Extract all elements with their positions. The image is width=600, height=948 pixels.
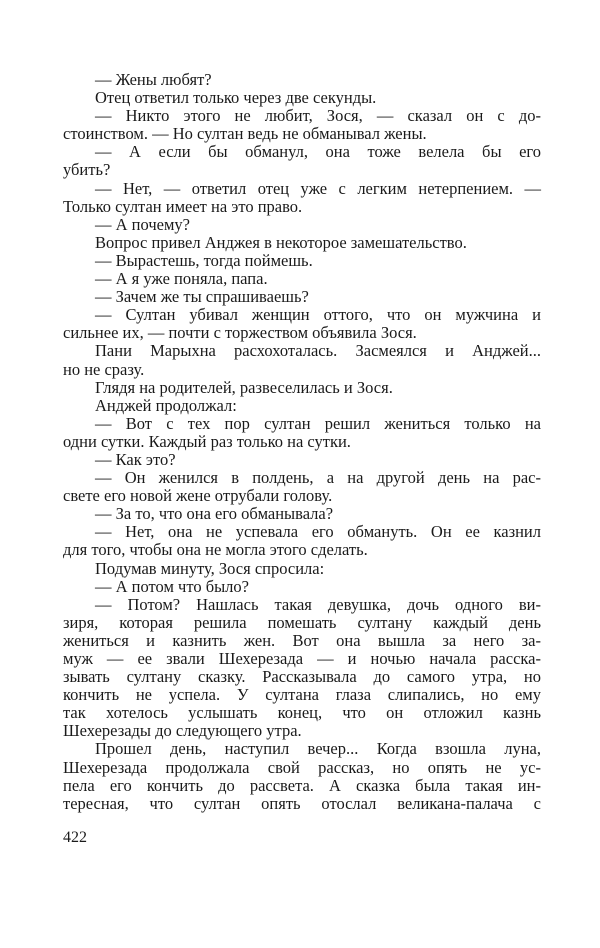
text-line: жениться и казнить жен. Вот она вышла за него за- bbox=[63, 630, 541, 650]
book-page-text bbox=[63, 71, 541, 813]
text-line: муж — ее звали Шехерезада — и ночью начала расска- bbox=[63, 649, 541, 668]
text-line: пела его кончить до рассвета. А сказка была такая ин- bbox=[63, 775, 541, 795]
text-line: — Никто этого не любит, Зося, — сказал он с до- bbox=[95, 106, 541, 126]
text-line: тересная, что султан опять отослал великана-палача с bbox=[63, 793, 541, 813]
text-line: — Он женился в полдень, а на другой день на рас- bbox=[95, 468, 541, 488]
text-line: — Потом? Нашлась такая девушка, дочь одного ви- bbox=[95, 594, 541, 614]
text-line: — Нет, — ответил отец уже с легким нетерпением. — bbox=[95, 178, 541, 198]
text-line: — А потом что было? bbox=[95, 576, 249, 596]
text-line: — Султан убивал женщин оттого, что он мужчина и bbox=[95, 305, 541, 325]
text-line: Вопрос привел Анджея в некоторое замешательство. bbox=[95, 232, 467, 252]
text-line: Шехерезада продолжала свой рассказ, но опять не ус- bbox=[63, 757, 541, 777]
text-line: но не сразу. bbox=[63, 359, 145, 379]
text-line: Отец ответил только через две секунды. bbox=[95, 88, 377, 108]
text-line: Глядя на родителей, развеселилась и Зося. bbox=[95, 377, 393, 397]
text-line: так хотелось услышать конец, что он отложил казнь bbox=[63, 703, 541, 723]
page-number: 422 bbox=[63, 829, 87, 846]
text-line: убить? bbox=[63, 160, 111, 180]
text-line: Прошел день, наступил вечер... Когда взошла луна, bbox=[95, 739, 541, 759]
text-line: Анджей продолжал: bbox=[95, 395, 237, 415]
text-line: — А если бы обманул, она тоже велела бы его bbox=[95, 142, 541, 162]
text-line: — Нет, она не успевала его обмануть. Он ее казнил bbox=[95, 522, 541, 542]
text-line: свете его новой жене отрубали голову. bbox=[63, 486, 333, 506]
text-line: — За то, что она его обманывала? bbox=[95, 504, 334, 524]
text-line: — Зачем же ты спрашиваешь? bbox=[95, 287, 309, 307]
text-line: — А я уже поняла, папа. bbox=[95, 269, 268, 289]
text-line: Пани Марыхна расхохоталась. Засмеялся и Анджей... bbox=[95, 341, 541, 361]
text-line: для того, чтобы она не могла этого сделать. bbox=[63, 540, 368, 560]
text-line: — Жены любят? bbox=[95, 70, 212, 89]
text-line: — Как это? bbox=[95, 449, 176, 469]
text-line: — Вырастешь, тогда поймешь. bbox=[95, 250, 313, 270]
text-line: стоинством. — Но султан ведь не обманывал жены. bbox=[63, 124, 427, 144]
text-line: Подумав минуту, Зося спросила: bbox=[95, 558, 325, 578]
text-line: зиря, которая решила помешать султану каждый день bbox=[63, 612, 541, 632]
text-line: Шехерезады до следующего утра. bbox=[63, 721, 302, 741]
text-line: Только султан имеет на это право. bbox=[63, 196, 303, 216]
text-line: сильнее их, — почти с торжеством объявила Зося. bbox=[63, 323, 417, 343]
text-line: одни сутки. Каждый раз только на сутки. bbox=[63, 431, 351, 451]
text-line: кончить не успела. У султана глаза слипались, но ему bbox=[63, 685, 541, 705]
text-line: зывать султану сказку. Рассказывала до самого утра, но bbox=[63, 667, 541, 687]
text-line: — А почему? bbox=[95, 214, 190, 234]
text-line: — Вот с тех пор султан решил жениться только на bbox=[95, 413, 541, 433]
